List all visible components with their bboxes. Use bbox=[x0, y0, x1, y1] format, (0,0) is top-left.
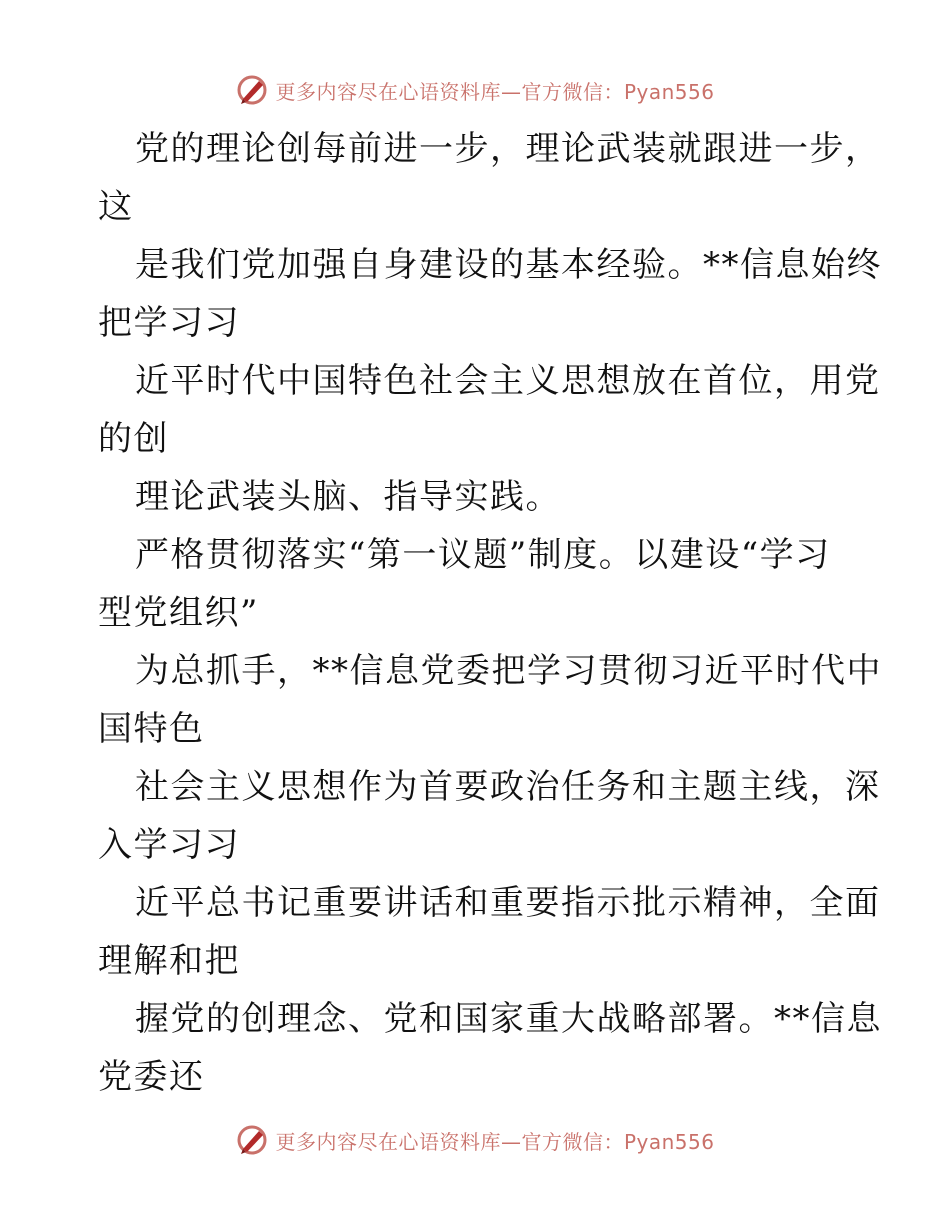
text-line: 严格贯彻落实“第一议题”制度。以建设“学习 bbox=[135, 535, 831, 575]
header-watermark bbox=[0, 70, 950, 110]
footer-watermark bbox=[0, 1120, 950, 1160]
text-line: 党的理论创每前进一步，理论武装就跟进一步， bbox=[135, 129, 881, 169]
text-line: 入学习习 bbox=[98, 825, 240, 865]
text-line: 理论武装头脑、指导实践。 bbox=[135, 477, 561, 517]
text-line: 把学习习 bbox=[98, 303, 240, 343]
text-line: 近平时代中国特色社会主义思想放在首位，用党 bbox=[135, 361, 881, 401]
text-line: 为总抓手，**信息党委把学习贯彻习近平时代中 bbox=[135, 651, 882, 691]
watermark-text: 更多内容尽在心语资料库—官方微信：Pyan556 bbox=[275, 79, 715, 104]
text-line: 近平总书记重要讲话和重要指示批示精神，全面 bbox=[135, 883, 881, 923]
document-body bbox=[98, 120, 882, 1106]
text-line: 社会主义思想作为首要政治任务和主题主线，深 bbox=[135, 767, 881, 807]
text-line: 国特色 bbox=[98, 709, 205, 749]
text-line: 是我们党加强自身建设的基本经验。**信息始终 bbox=[135, 245, 882, 285]
text-line: 的创 bbox=[98, 419, 169, 459]
text-line: 这 bbox=[98, 187, 134, 227]
text-line: 党委还 bbox=[98, 1057, 205, 1097]
text-line: 握党的创理念、党和国家重大战略部署。**信息 bbox=[135, 999, 882, 1039]
watermark-text: 更多内容尽在心语资料库—官方微信：Pyan556 bbox=[275, 1129, 715, 1154]
text-line: 理解和把 bbox=[98, 941, 240, 981]
pen-logo-icon bbox=[235, 1123, 269, 1157]
text-line: 型党组织” bbox=[98, 593, 259, 633]
pen-logo-icon bbox=[235, 73, 269, 107]
